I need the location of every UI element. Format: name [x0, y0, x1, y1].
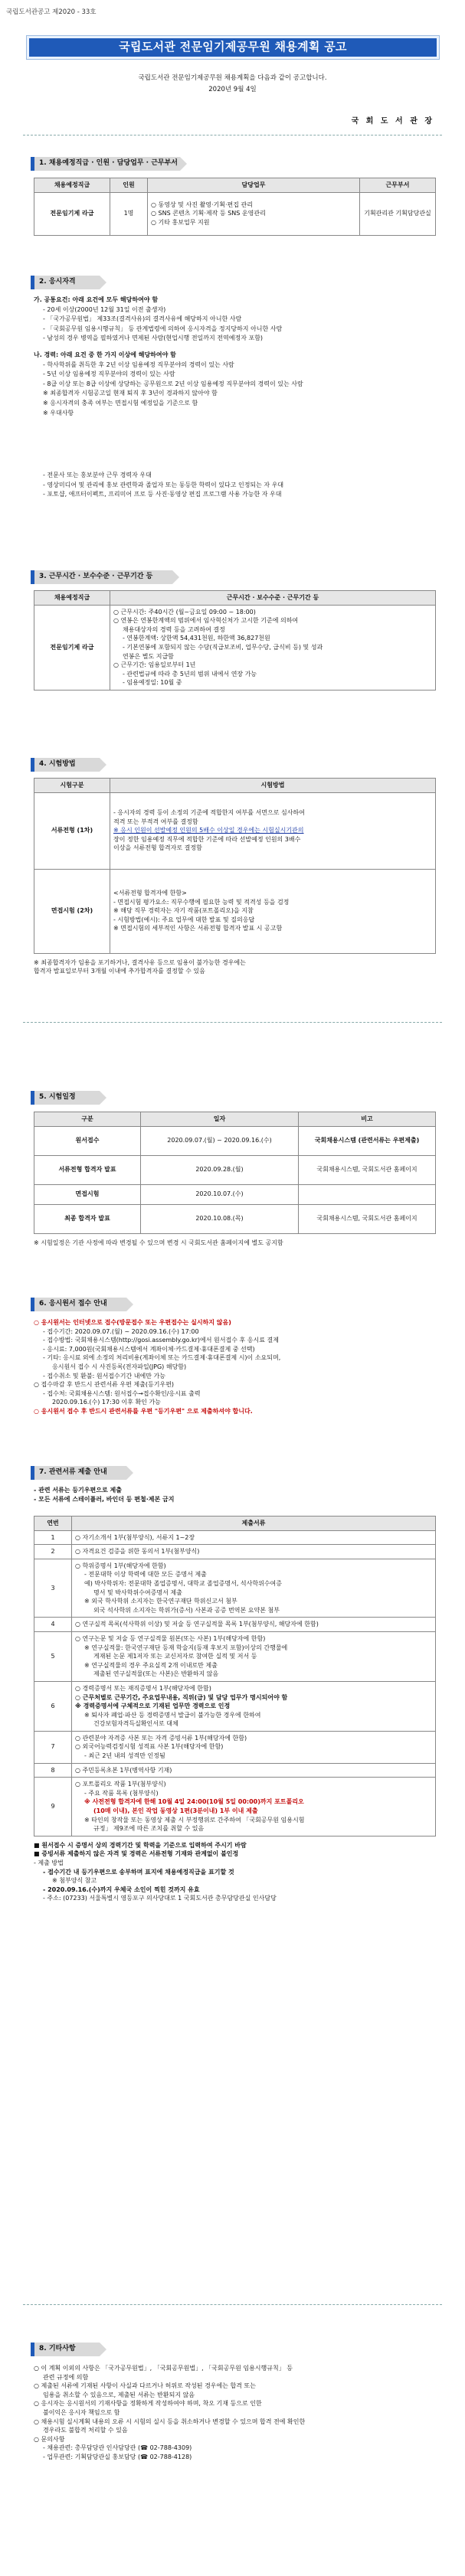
section-heading-4: 4. 시험방법	[31, 758, 100, 772]
list-item: ○ 이 계획 이외의 사항은 「국가공무원법」, 「국회공무원법」, 「국회공무원 임용시행규칙」 등	[34, 2365, 293, 2372]
doc-line: ○ 외국어능력검정시험 성적표 사본 1부(해당자에 한함)	[75, 1743, 224, 1751]
stage-label: 면접시험 (2차)	[34, 869, 110, 953]
list-item: ○ 근무기간: 임용일로부터 1년	[113, 661, 196, 669]
schedule-date: 2020.09.28.(월)	[141, 1155, 299, 1184]
list-item: ※ 해당 직무 경력자는 자기 작품(포트폴리오)을 지참	[113, 907, 254, 915]
doc-line: ○ 연구논문 및 저술 등 연구실적물 원본(또는 사본) 1부(해당자에 한함)	[75, 1634, 266, 1642]
doc-line: ※ 타인의 창작물 또는 동영상 제출 시 부정행위로 간주하여 「국회공무원 임용시험	[84, 1816, 305, 1823]
doc-line: ○ 자격요건 검증을 위한 동의서 1부(첨부양식)	[75, 1548, 200, 1556]
note: ※ 최종합격자 시험공고일 현재 퇴직 후 3년이 경과하지 않아야 함	[43, 390, 218, 397]
section-heading-6: 6. 응시원서 접수 안내	[31, 1298, 126, 1311]
row-number: 2	[34, 1545, 72, 1559]
section-4-table	[34, 778, 436, 976]
conditions-cell	[110, 605, 436, 690]
list-item: ○ 접수마감 후 반드시 관련서류 우편 제출(등기우편)	[34, 1381, 175, 1389]
schedule-label: 서류전형 합격자 발표	[34, 1155, 141, 1184]
row-number: 1	[34, 1530, 72, 1545]
doc-line: ○ 주민등록초본 1부(병역사항 기재)	[75, 1766, 172, 1774]
section-heading-1: 1. 채용예정직급 · 인원 · 담당업무 · 근무부서	[31, 157, 180, 171]
list-item: 연봉은 별도 지급함	[123, 652, 174, 660]
schedule-note: 국회채용시스템 (관련서류는 우편제출)	[299, 1126, 436, 1155]
duties-cell	[148, 192, 360, 235]
col-header: 제출서류	[72, 1517, 436, 1531]
list-item: - 접수기간: 2020.09.07.(월) ~ 2020.09.16.(수) 17:00	[43, 1327, 199, 1335]
rank-cell: 전문임기제 라급	[34, 605, 110, 690]
list-item: 2020.09.16.(수) 17:30 이후 확인 가능	[52, 1399, 161, 1406]
row-number: 7	[34, 1731, 72, 1763]
schedule-date: 2020.10.07.(수)	[141, 1184, 299, 1204]
divider	[23, 2304, 442, 2305]
section-7	[34, 1486, 436, 1503]
list-item: ○ 연봉은 연봉한계액의 범위에서 임사혁신처가 고시한 기준에 의하여	[113, 617, 299, 625]
intro-text: 국립도서관 전문임기제공무원 채용계획을 다음과 같이 공고합니다.	[138, 74, 327, 82]
duty-item: ○ 동영상 및 사진 촬영·기획·편집 관리	[151, 201, 253, 208]
list-item: - 학사학위를 취득한 후 2년 이상 임용예정 직무분야의 경력이 있는 사람	[43, 361, 234, 368]
note: ■ 증빙서류 제출하지 않은 자격 및 경력은 서류전형 기재와 관계없이 불인정	[34, 1850, 239, 1858]
list-item: <서류전형 합격자에 한함>	[113, 890, 187, 897]
divider	[23, 1022, 442, 1023]
doc-line: ○ 포트폴리오 작품 1부(첨부양식)	[75, 1781, 166, 1788]
contact-line: - 채용관련: 총무담당관 인사담당관 (☎ 02-788-4309)	[43, 2444, 192, 2452]
row-number: 4	[34, 1618, 72, 1632]
schedule-label: 최종 합격자 발표	[34, 1204, 141, 1233]
doc-line: ○ 연구실적 목록(석사학위 이상) 및 저술 등 연구실적물 목록 1부(첨부양식, 해당자에 한함)	[75, 1621, 319, 1628]
row-number: 9	[34, 1778, 72, 1837]
list-item: 응시원서 접수 시 사진등록(전자파일(JPG) 해당함)	[52, 1363, 187, 1370]
list-item: - 관련법규에 따라 총 5년의 범위 내에서 연장 가능	[123, 670, 257, 677]
section-1-table	[34, 178, 436, 236]
row-number: 8	[34, 1763, 72, 1778]
list-item: - 기본연봉에 포함되지 않는 수당(직급보조비, 업무수당, 급식비 등) 및 성과	[123, 643, 323, 651]
doc-line: 규정」 제9조에 따른 조치를 취할 수 있음	[93, 1825, 205, 1833]
list-item: - 포토샵, 애프터이펙트, 프리미어 프로 등 사진·동영상 편집 프로그램 사용 가능한 자 우대	[43, 491, 282, 498]
col-header: 일자	[141, 1112, 299, 1127]
intro	[0, 73, 465, 97]
col-header: 시험구분	[34, 779, 110, 793]
col-header: 인원	[110, 178, 148, 193]
note: 합격자 발표일로부터 3개월 이내에 추가합격자를 결정할 수 있음	[34, 968, 205, 975]
section-5-table	[34, 1112, 436, 1247]
title-banner	[26, 35, 440, 60]
list-item: - 임용예정일: 10월 중	[123, 679, 182, 687]
list-item: - 모든 서류에 스테이플러, 바인더 등 편철·제본 금지	[34, 1495, 175, 1503]
doc-line: ○ 학위증명서 1부(해당자에 한함)	[75, 1562, 166, 1569]
list-item: 장이 정한 임용예정 직무에 적합한 기준에 따라 선발예정 인원의 3배수	[113, 835, 301, 843]
section-3-table	[34, 590, 436, 691]
list-item: ○ 응시원서는 인터넷으로 접수(방문접수 또는 우편접수는 실시하지 않음)	[34, 1319, 231, 1326]
dept-cell: 기획관리관 기획담당관실	[360, 192, 436, 235]
list-item: - 제출 방법	[34, 1859, 64, 1866]
doc-line: ※ 경력증명서에 구체적으로 기재된 업무만 경력으로 인정	[75, 1703, 231, 1710]
row-number: 5	[34, 1631, 72, 1681]
list-item: 채용대상자의 경력 등을 고려하여 결정	[123, 625, 225, 633]
list-item: - 「국회공무원 임용시행규칙」 등 관계법령에 의하여 응시자격을 정지당하지 아니한 사람	[43, 325, 283, 332]
list-item: ○ 채용시험 실시계획 내용의 오류 시 시험의 실시 등을 취소하거나 변경할 수 있으며 합격 전에 확인한	[34, 2418, 306, 2425]
col-header: 비고	[299, 1112, 436, 1127]
note: ※ 첨부양식 참고	[52, 1877, 97, 1885]
list-item: ※ 응시 인원이 선발예정 인원의 5배수 이상일 경우에는 시험실시기관의	[113, 827, 304, 834]
schedule-note: 국회채용시스템, 국회도서관 홈페이지	[299, 1204, 436, 1233]
note: ■ 원서접수 시 증명서 상의 경력기간 및 학력을 기준으로 입력하여 주시기 바람	[34, 1841, 247, 1849]
duty-item: ○ 기타 홍보업무 지원	[151, 218, 210, 226]
schedule-date: 2020.09.07.(월) ~ 2020.09.16.(수)	[141, 1126, 299, 1155]
list-item: - 「국가공무원법」 제33조(결격사유)의 결격사유에 해당하지 아니한 사람	[43, 315, 242, 323]
doc-line: 게재된 논문 제1저자 또는 교신저자로 참여한 실적 및 저서 등	[93, 1653, 257, 1660]
list-item: - 남성의 경우 병역을 필하였거나 면제된 사람(현업시행 전일까지 전역예정자 포함)	[43, 335, 264, 342]
col-header: 채용예정직급	[34, 591, 110, 606]
list-item: - 응시료: 7,000원(국회채용시스템에서 계좌이체·카드결제·휴대폰결제 중 선택)	[43, 1345, 255, 1353]
sub-heading: 가. 공통요건: 아래 요건에 모두 해당하여야 함	[34, 296, 159, 303]
list-item: 이상을 서류전형 합격자로 결정함	[113, 844, 202, 852]
section-heading-2: 2. 응시자격	[31, 276, 100, 289]
page-title: 국립도서관 전문임기제공무원 채용계획 공고	[29, 38, 437, 57]
doc-line: ※ 연구실적물: 한국연구재단 등재 학술지(등재 후보지 포함)이상의 간행물에	[84, 1644, 288, 1651]
section-6	[34, 1318, 436, 1416]
doc-line: - 전문대학 이상 학력에 대한 모든 증명서 제출	[84, 1571, 207, 1579]
schedule-date: 2020.10.08.(목)	[141, 1204, 299, 1233]
list-item: - 접수취소 및 환불: 원서접수기간 내에만 가능	[43, 1372, 165, 1379]
stage-label: 서류전형 (1차)	[34, 792, 110, 869]
note: ※ 우대사항	[43, 409, 74, 416]
doc-line: ○ 자기소개서 1부(첨부양식), 서류지 1~2장	[75, 1533, 195, 1541]
doc-line: ※ 사전전형 합격자에 한해 10월 4일 24:00(10월 5일 00:00)까지 포트폴리오	[84, 1798, 304, 1806]
section-heading-8: 8. 기타사항	[31, 2343, 100, 2356]
schedule-note: 국회채용시스템, 국회도서관 홈페이지	[299, 1155, 436, 1184]
col-header: 구분	[34, 1112, 141, 1127]
list-item: - 관련 서류는 등기우편으로 제출	[34, 1487, 122, 1494]
list-item: - 2020.09.16.(수)까지 우체국 소인이 찍힌 것까지 유효	[43, 1885, 200, 1893]
list-item: ○ 응시원서 접수 후 반드시 관련서류를 우편 "등기우편" 으로 제출하셔야 합니다.	[34, 1407, 253, 1415]
doc-line: ※ 외국 학사학위 소지자는 한국연구재단 학위신고서 첨부	[84, 1598, 237, 1605]
list-item: - 전문사 또는 홍보분야 근무 경력자 우대	[43, 472, 152, 479]
sub-heading: 나. 경력: 아래 요건 중 한 가지 이상에 해당하여야 함	[34, 351, 176, 358]
list-item: - 시험방법(예시): 주요 업무에 대한 발표 및 질의응답	[113, 916, 255, 923]
doc-line: ○ 경력증명서 또는 재직증명서 1부(해당자에 한함)	[75, 1684, 211, 1692]
list-item: ○ 응시자는 응시원서의 기재사항을 정확하게 작성하여야 하며, 착오 기재 등으로 인한	[34, 2400, 262, 2408]
doc-line: 건강보험자격득실확인서로 대체	[93, 1720, 178, 1728]
list-item: - 면접시험 평가요소: 직무수행에 필요한 능력 및 적격성 등을 검정	[113, 898, 290, 906]
list-item: ○ 문의사항	[34, 2435, 65, 2443]
list-item: - 연봉한계액: 상한액 54,431천원, 하한액 36,827천원	[123, 635, 270, 642]
row-number: 6	[34, 1681, 72, 1731]
doc-line: ※ 연구실적물의 경우 주요실적 2개 이내로만 제출	[84, 1661, 218, 1669]
schedule-note	[299, 1184, 436, 1204]
section-heading-5: 5. 시험일정	[31, 1091, 100, 1105]
list-item: - 20세 이상(2000년 12월 31일 이전 출생자)	[43, 305, 166, 313]
section-heading-3: 3. 근무시간 · 보수수준 · 근무기간 등	[31, 570, 172, 584]
doc-line: 명서 및 박사학위수여증명서 제출	[93, 1588, 182, 1596]
doc-line: 예) 박사학위자: 전문대학 졸업증명서, 대학교 졸업증명서, 석사학위수여증	[84, 1579, 282, 1587]
duty-item: ○ SNS 콘텐츠 기획·제작 등 SNS 운영관리	[151, 210, 266, 217]
schedule-label: 원서접수	[34, 1126, 141, 1155]
col-header: 시험방법	[110, 779, 436, 793]
issuer: 국 회 도 서 관 장	[351, 117, 434, 126]
contact-line: - 업무관련: 기획담당관실 홍보담당 (☎ 02-788-4128)	[43, 2453, 192, 2460]
list-item: - 주소: (07233) 서울특별시 영등포구 의사당대로 1 국회도서관 총무담당관실 인사담당	[43, 1895, 277, 1902]
list-item: - 영상미디어 및 관리에 홍보 관련학과 졸업자 또는 동등한 학력이 있다고 인정되는 자 우대	[43, 481, 284, 488]
section-2	[34, 295, 436, 500]
doc-line: (10매 이내), 본인 작업 동영상 1편(3분이내) 1부 이내 제출	[93, 1807, 258, 1815]
list-item: - 5년 이상 임용예정 직무분야의 경력이 있는 사람	[43, 371, 175, 378]
list-item: 경우라도 불합격 처리할 수 있음	[43, 2427, 128, 2434]
section-heading-7: 7. 관련서류 제출 안내	[31, 1466, 126, 1480]
stage-method	[110, 869, 436, 953]
list-item: 임용을 취소할 수 있음으로, 제출된 서류는 반환되지 않음	[43, 2391, 195, 2398]
col-header: 근무시간 · 보수수준 · 근무기간 등	[110, 591, 436, 606]
list-item: 적격 또는 부적격 여부를 결정함	[113, 818, 198, 825]
notice-number: 국립도서관공고 제2020 - 33호	[6, 8, 97, 16]
list-item: 관련 규정에 의함	[43, 2373, 89, 2381]
note: ※ 시험일정은 기관 사정에 따라 변경될 수 있으며 변경 시 국회도서관 홈페이지에 별도 공지함	[34, 1239, 283, 1246]
doc-line: ○ 근무처별로 근무기간, 주요업무내용, 직위(급) 및 담당 업무가 명시되어야 함	[75, 1693, 288, 1701]
row-number: 3	[34, 1559, 72, 1618]
intro-date: 2020년 9월 4일	[208, 86, 257, 94]
note: ※ 응시자격의 충족 여부는 면접시험 예정일을 기준으로 함	[43, 399, 198, 406]
list-item: - 접수처: 국회채용시스템: 원서접수→접수확인/응시표 출력	[43, 1389, 201, 1397]
list-item: 불이익은 응시자 책임으로 함	[43, 2408, 120, 2416]
list-item: ※ 면접시험의 세부적인 사항은 서류전형 합격자 발표 시 공고함	[113, 925, 283, 932]
doc-line: ※ 퇴사자 폐업·파산 등 경력증명서 발급이 불가능한 경우에 한하여	[84, 1711, 261, 1719]
doc-line: 외국 석사학위 소지자는 학위가(증서) 사본과 공증 번역본 요약본 첨부	[93, 1606, 280, 1614]
doc-line: - 최근 2년 내의 성적만 인정됨	[84, 1752, 165, 1760]
list-item: - 8급 이상 또는 8급 이상에 상당하는 공무원으로 2년 이상 임용예정 직무분야의 경력이 있는 사람	[43, 380, 303, 387]
list-item: - 접수방법: 국회채용시스템(http://gosi.assembly.go.kr)에서 원서접수 후 응시료 결제	[43, 1337, 279, 1344]
col-header: 채용예정직급	[34, 178, 110, 193]
col-header: 근무부서	[360, 178, 436, 193]
doc-line: ○ 관련분야 자격증 사본 또는 자격 증빙서류 1부(해당자에 한함)	[75, 1734, 247, 1742]
schedule-label: 면접시험	[34, 1184, 141, 1204]
section-8	[34, 2364, 436, 2462]
list-item: ○ 근무시간: 주40시간 (월~금요일 09:00 ~ 18:00)	[113, 608, 256, 615]
list-item: ○ 제출된 서류에 기재된 사항이 사실과 다르거나 허위로 작성된 경우에는 합격 또는	[34, 2382, 256, 2390]
list-item: - 접수기간 내 등기우편으로 송부하며 표지에 채용예정직급을 표기할 것	[43, 1868, 234, 1876]
doc-line: 제출된 연구실적물(또는 사본)은 반환하지 않음	[93, 1670, 219, 1678]
rank-cell: 전문임기제 라급	[34, 192, 110, 235]
section-7-table	[34, 1516, 436, 1903]
col-header: 연번	[34, 1517, 72, 1531]
count-cell: 1명	[110, 192, 148, 235]
list-item: - 응시자의 경력 등이 소정의 기준에 적합한지 여부를 서면으로 심사하여	[113, 809, 305, 817]
note: ※ 최종합격자가 임용을 포기하거나, 결격사유 등으로 임용이 불가능한 경우에는	[34, 958, 246, 966]
doc-line: - 주요 작품 목록 (첨부양식)	[84, 1789, 159, 1797]
col-header: 담당업무	[148, 178, 360, 193]
list-item: - 기타: 응시료 외에 소정의 처리비용(계좌이체 또는 카드결제·휴대폰결제 시)이 소요되며,	[43, 1354, 281, 1362]
stage-method	[110, 792, 436, 869]
